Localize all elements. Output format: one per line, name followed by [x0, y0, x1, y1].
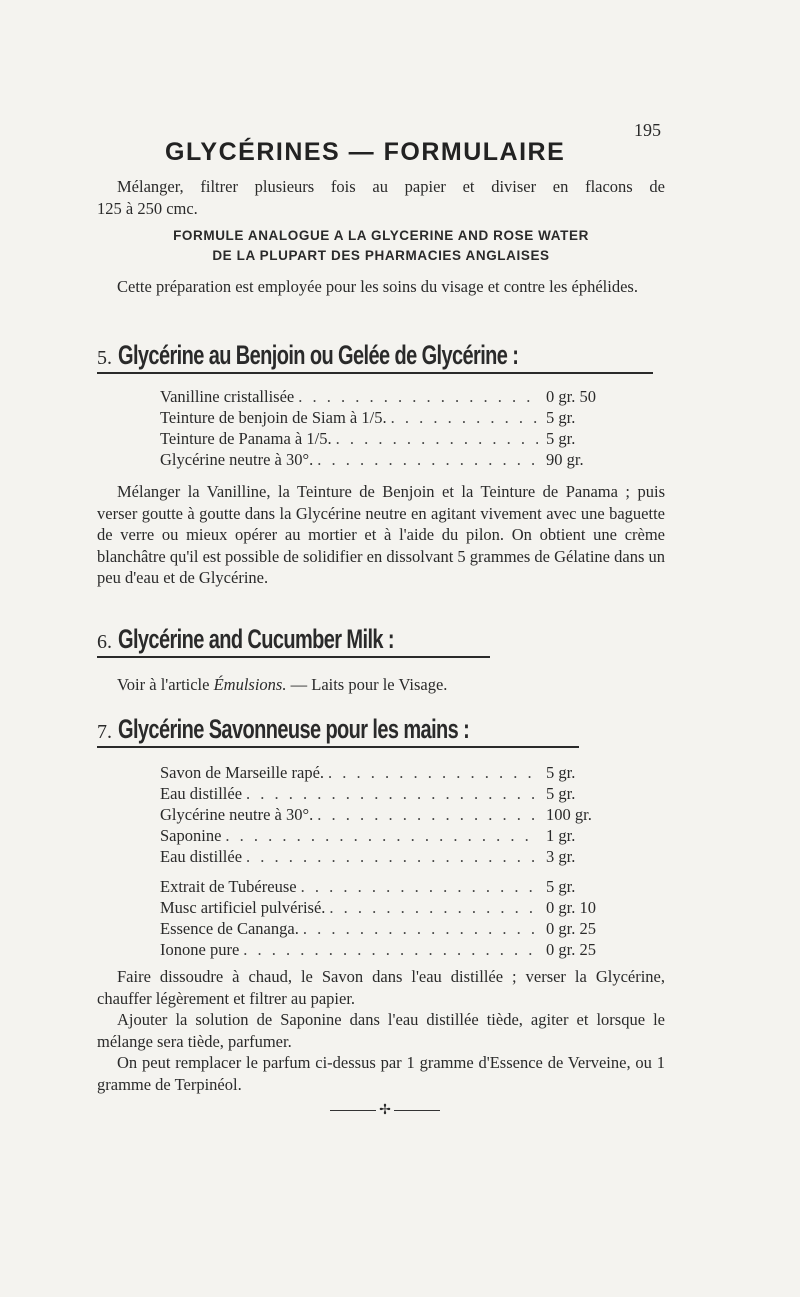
section-5-heading: [97, 338, 653, 374]
formule-heading-line-1: FORMULE ANALOGUE A LA GLYCERINE AND ROSE WATER: [173, 228, 589, 243]
recipe-row: [160, 428, 630, 449]
ingredient-qty: 0 gr. 25: [546, 919, 596, 938]
ingredient-name: Saponine: [160, 826, 222, 845]
recipe-row: [160, 846, 630, 867]
leader-dots: [332, 428, 538, 449]
ingredient-name: Vanilline cristallisée: [160, 387, 295, 406]
recipe-row: [160, 386, 630, 407]
section-7-heading: [97, 712, 579, 748]
ingredient-name: Glycérine neutre à 30°.: [160, 450, 314, 469]
leader-dots: [299, 918, 538, 939]
ingredient-name: Eau distillée: [160, 784, 243, 803]
leader-dots: [313, 449, 538, 470]
leader-dots: [324, 762, 538, 783]
ingredient-qty: 5 gr.: [546, 429, 576, 448]
section-6-text-after: — Laits pour le Visage.: [286, 675, 448, 694]
formule-paragraph: Cette préparation est employée pour les soins du visage et contre les éphélides.: [117, 277, 638, 296]
recipe-row: [160, 407, 630, 428]
recipe-row: [160, 449, 630, 470]
running-head: GLYCÉRINES — FORMULAIRE: [165, 138, 566, 166]
leader-dots: [242, 846, 538, 867]
section-6-title: Glycérine and Cucumber Milk :: [118, 624, 394, 654]
ingredient-name: Ionone pure: [160, 940, 240, 959]
intro-line-1: Mélanger, filtrer plusieurs fois au papier et diviser en flacons de: [117, 177, 665, 196]
section-5-paragraph: Mélanger la Vanilline, la Teinture de Benjoin et la Teinture de Panama ; puis verser goutte à goutte dans la Glycérine neutre en agitant vivement avec une baguette de verre ou mieux opérer au mortier et à l'aide du pilon. On obtient une crème blanchâtre qu'il est possible de solidifier en dissolvant 5 grammes de Gélatine dans un peu d'eau et de Glycérine.: [97, 482, 665, 587]
leader-dots: [387, 407, 538, 428]
section-6-number: 6.: [97, 631, 112, 653]
ornament-line-right: [394, 1110, 440, 1111]
leader-dots: [325, 897, 538, 918]
leader-dots: [297, 876, 538, 897]
recipe-row: [160, 939, 630, 960]
leader-dots: [242, 783, 538, 804]
recipe-row: [160, 876, 630, 897]
page-number: 195: [634, 120, 661, 140]
end-ornament: [330, 1100, 440, 1120]
recipe-row: [160, 762, 630, 783]
recipe-row: [160, 783, 630, 804]
intro-paragraph: [97, 176, 665, 219]
ingredient-qty: 90 gr.: [546, 450, 584, 469]
ingredient-name: Musc artificiel pulvérisé.: [160, 898, 326, 917]
ingredient-qty: 3 gr.: [546, 847, 576, 866]
intro-line-2: 125 à 250 cmc.: [97, 198, 198, 218]
recipe-row: [160, 897, 630, 918]
ingredient-qty: 1 gr.: [546, 826, 576, 845]
leader-dots: [239, 939, 538, 960]
section-5-recipe: [160, 386, 630, 470]
ingredient-qty: 5 gr.: [546, 408, 576, 427]
section-7-recipe: [160, 762, 630, 960]
ingredient-qty: 0 gr. 50: [546, 387, 596, 406]
ingredient-qty: 100 gr.: [546, 805, 592, 824]
ingredient-qty: 5 gr.: [546, 877, 576, 896]
recipe-gap: [160, 867, 630, 876]
recipe-row: [160, 918, 630, 939]
section-7-paragraph-2: Ajouter la solution de Saponine dans l'eau distillée tiède, agiter et lorsque le mélange sera tiède, parfumer.: [97, 1010, 665, 1051]
formule-heading: [97, 226, 665, 266]
section-5-number: 5.: [97, 347, 112, 369]
ingredient-name: Teinture de benjoin de Siam à 1/5.: [160, 408, 387, 427]
ingredient-name: Extrait de Tubéreuse: [160, 877, 297, 896]
ornament-line-left: [330, 1110, 376, 1111]
section-6-text-before: Voir à l'article: [117, 675, 214, 694]
recipe-row: [160, 804, 630, 825]
leader-dots: [221, 825, 538, 846]
ingredient-qty: 0 gr. 10: [546, 898, 596, 917]
leader-dots: [313, 804, 538, 825]
leader-dots: [294, 386, 538, 407]
section-7-paragraph-1: Faire dissoudre à chaud, le Savon dans l'eau distillée ; verser la Glycérine, chauffer légèrement et filtrer au papier.: [97, 967, 665, 1008]
ingredient-qty: 0 gr. 25: [546, 940, 596, 959]
ingredient-name: Savon de Marseille rapé.: [160, 763, 325, 782]
section-6-heading: [97, 622, 490, 658]
ingredient-name: Essence de Cananga.: [160, 919, 299, 938]
formule-heading-line-2: DE LA PLUPART DES PHARMACIES ANGLAISES: [212, 248, 550, 263]
ornament-cross-icon: ✢: [379, 1102, 391, 1118]
ingredient-name: Eau distillée: [160, 847, 243, 866]
ingredient-qty: 5 gr.: [546, 763, 576, 782]
ingredient-name: Teinture de Panama à 1/5.: [160, 429, 332, 448]
section-7-title: Glycérine Savonneuse pour les mains :: [118, 714, 470, 744]
section-6-paragraph: [97, 674, 665, 696]
section-7-number: 7.: [97, 721, 112, 743]
ingredient-qty: 5 gr.: [546, 784, 576, 803]
section-7-paragraph-3: On peut remplacer le parfum ci-dessus par 1 gramme d'Essence de Verveine, ou 1 gramme de Terpinéol.: [97, 1053, 665, 1094]
section-6-text-italic: Émulsions.: [213, 675, 287, 694]
ingredient-name: Glycérine neutre à 30°.: [160, 805, 314, 824]
section-5-title: Glycérine au Benjoin ou Gelée de Glycérine :: [118, 340, 519, 370]
recipe-row: [160, 825, 630, 846]
